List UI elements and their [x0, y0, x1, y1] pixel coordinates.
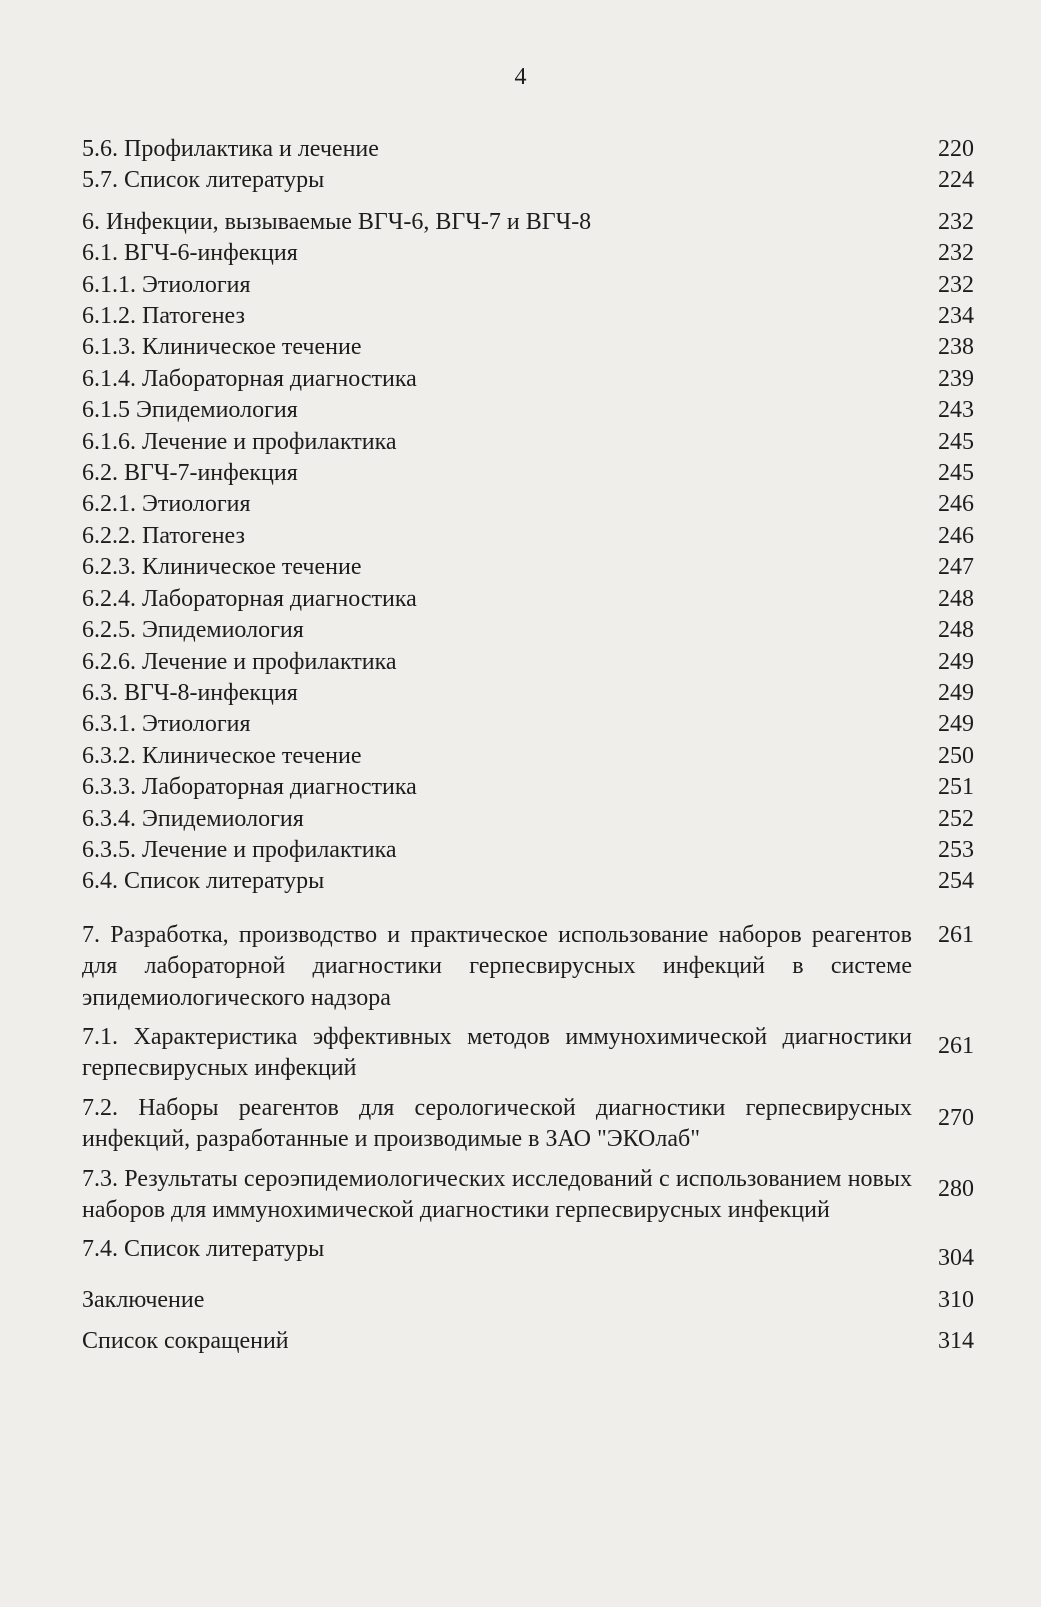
toc-entry-title: 7.3. Результаты сероэпидемиологических исследований с использованием новых наборов для иммунохимической диагностики герпесвирусных инфекций: [82, 1165, 912, 1223]
toc-entry: [82, 1326, 974, 1357]
toc-entry-page: 252: [938, 805, 974, 832]
toc-entry: [82, 835, 974, 866]
toc-entry-title: 6.3.5. Лечение и профилактика: [82, 836, 397, 863]
toc-entry-page: 310: [938, 1286, 974, 1313]
toc-entry-page: 254: [938, 868, 974, 895]
toc-chapter-entry: [82, 207, 974, 238]
toc-entry: [82, 521, 974, 552]
toc-entry: [82, 866, 974, 897]
toc-entry: [82, 709, 974, 740]
page-number: 4: [514, 64, 527, 90]
toc-entry-title: 6.3.1. Этиология: [82, 711, 251, 738]
toc-entry-page: 251: [938, 774, 974, 801]
toc-entry-title: 6.1.6. Лечение и профилактика: [82, 428, 397, 455]
toc-entry-title: 6.2.4. Лабораторная диагностика: [82, 585, 417, 612]
toc-entry-title: 5.6. Профилактика и лечение: [82, 136, 379, 162]
toc-entry-page: 249: [938, 679, 974, 706]
toc-entry-page: 270: [938, 1104, 974, 1131]
toc-entry: [82, 615, 974, 646]
toc-entry: [82, 134, 974, 165]
toc-entry: [82, 678, 974, 709]
toc-entry-page: 249: [938, 648, 974, 675]
toc-entry: [82, 647, 974, 678]
toc-entry-title: 6.3. ВГЧ-8-инфекция: [82, 679, 298, 706]
toc-entry-title: 6.3.4. Эпидемиология: [82, 805, 304, 832]
toc-entry-page: 238: [938, 334, 974, 361]
toc-entry-page: 250: [938, 742, 974, 769]
toc-entry: [82, 238, 974, 269]
toc-entry-page: 232: [938, 208, 974, 235]
toc-entry: [82, 364, 974, 395]
toc-entry: [82, 741, 974, 772]
toc-entry: [82, 458, 974, 489]
toc-entry-page: 243: [938, 397, 974, 424]
toc-entry-title: Заключение: [82, 1286, 205, 1313]
toc-entry-title: 6.2.1. Этиология: [82, 491, 251, 518]
toc-entry-page: 234: [938, 303, 974, 330]
toc-entry: [82, 332, 974, 363]
toc-entry-title: 7.2. Наборы реагентов для серологической диагностики герпесвирусных инфекций, разработанные и производимые в ЗАО "ЭКОлаб": [82, 1094, 912, 1153]
toc-entry-title: Список сокращений: [82, 1328, 289, 1355]
toc-chapter-entry: [82, 920, 974, 1014]
toc-entry: [82, 1022, 974, 1085]
toc-entry: [82, 489, 974, 520]
toc-entry-page: 253: [938, 836, 974, 863]
toc-entry-title: 6.4. Список литературы: [82, 868, 325, 895]
toc-entry: [82, 427, 974, 458]
toc-entry-page: 232: [938, 240, 974, 267]
toc-entry-page: 261: [938, 1032, 974, 1059]
toc-entry: [82, 804, 974, 835]
toc-entry: [82, 552, 974, 583]
toc-entry-page: 248: [938, 585, 974, 612]
toc-entry-title: 7.4. Список литературы: [82, 1236, 325, 1263]
toc-entry-title: 6.3.2. Клиническое течение: [82, 742, 362, 769]
toc-entry-title: 7. Разработка, производство и практическое использование наборов реагентов для лабораторной диагностики герпесвирусных инфекций в системе эпидемиологического надзора: [82, 921, 912, 1011]
toc-entry-title: 6.3.3. Лабораторная диагностика: [82, 774, 417, 801]
toc-entry-page: 245: [938, 460, 974, 487]
toc-entry-page: 249: [938, 711, 974, 738]
toc-entry-page: 220: [938, 136, 974, 162]
toc-entry-page: 246: [938, 522, 974, 549]
toc-entry: [82, 165, 974, 196]
toc-entry-page: 239: [938, 365, 974, 392]
toc-entry-page: 304: [938, 1245, 974, 1272]
toc-entry-title: 6.2.3. Клиническое течение: [82, 554, 362, 581]
toc-entry-title: 6.1.4. Лабораторная диагностика: [82, 365, 417, 392]
table-of-contents: [82, 134, 974, 1358]
toc-entry-page: 245: [938, 428, 974, 455]
toc-entry-title: 6.2.2. Патогенез: [82, 522, 245, 549]
toc-entry-title: 7.1. Характеристика эффективных методов иммунохимической диагностики герпесвирусных инфекций: [82, 1023, 912, 1082]
toc-entry-page: 314: [938, 1328, 974, 1355]
toc-entry-title: 6. Инфекции, вызываемые ВГЧ-6, ВГЧ-7 и ВГЧ-8: [82, 208, 592, 235]
toc-entry-page: 280: [938, 1175, 974, 1202]
toc-entry: [82, 584, 974, 615]
toc-entry-page: 232: [938, 271, 974, 298]
toc-entry-page: 246: [938, 491, 974, 518]
toc-entry-title: 6.1.5 Эпидемиология: [82, 397, 298, 424]
toc-entry: [82, 772, 974, 803]
toc-entry: [82, 301, 974, 332]
toc-entry-title: 6.2. ВГЧ-7-инфекция: [82, 460, 298, 487]
toc-entry-title: 6.1.1. Этиология: [82, 271, 251, 298]
toc-entry: [82, 1164, 974, 1227]
toc-entry: [82, 1234, 974, 1274]
toc-entry-title: 5.7. Список литературы: [82, 167, 325, 194]
toc-entry-title: 6.2.5. Эпидемиология: [82, 617, 304, 644]
toc-entry-title: 6.1.2. Патогенез: [82, 303, 245, 330]
toc-entry: [82, 395, 974, 426]
toc-entry-title: 6.1.3. Клиническое течение: [82, 334, 362, 361]
toc-entry: [82, 270, 974, 301]
toc-entry-page: 248: [938, 617, 974, 644]
toc-entry: [82, 1285, 974, 1316]
toc-entry-title: 6.1. ВГЧ-6-инфекция: [82, 240, 298, 267]
toc-entry-page: 247: [938, 554, 974, 581]
toc-entry-page: 224: [938, 167, 974, 194]
toc-entry-title: 6.2.6. Лечение и профилактика: [82, 648, 397, 675]
toc-entry-page: 261: [938, 921, 974, 948]
toc-entry: [82, 1093, 974, 1156]
